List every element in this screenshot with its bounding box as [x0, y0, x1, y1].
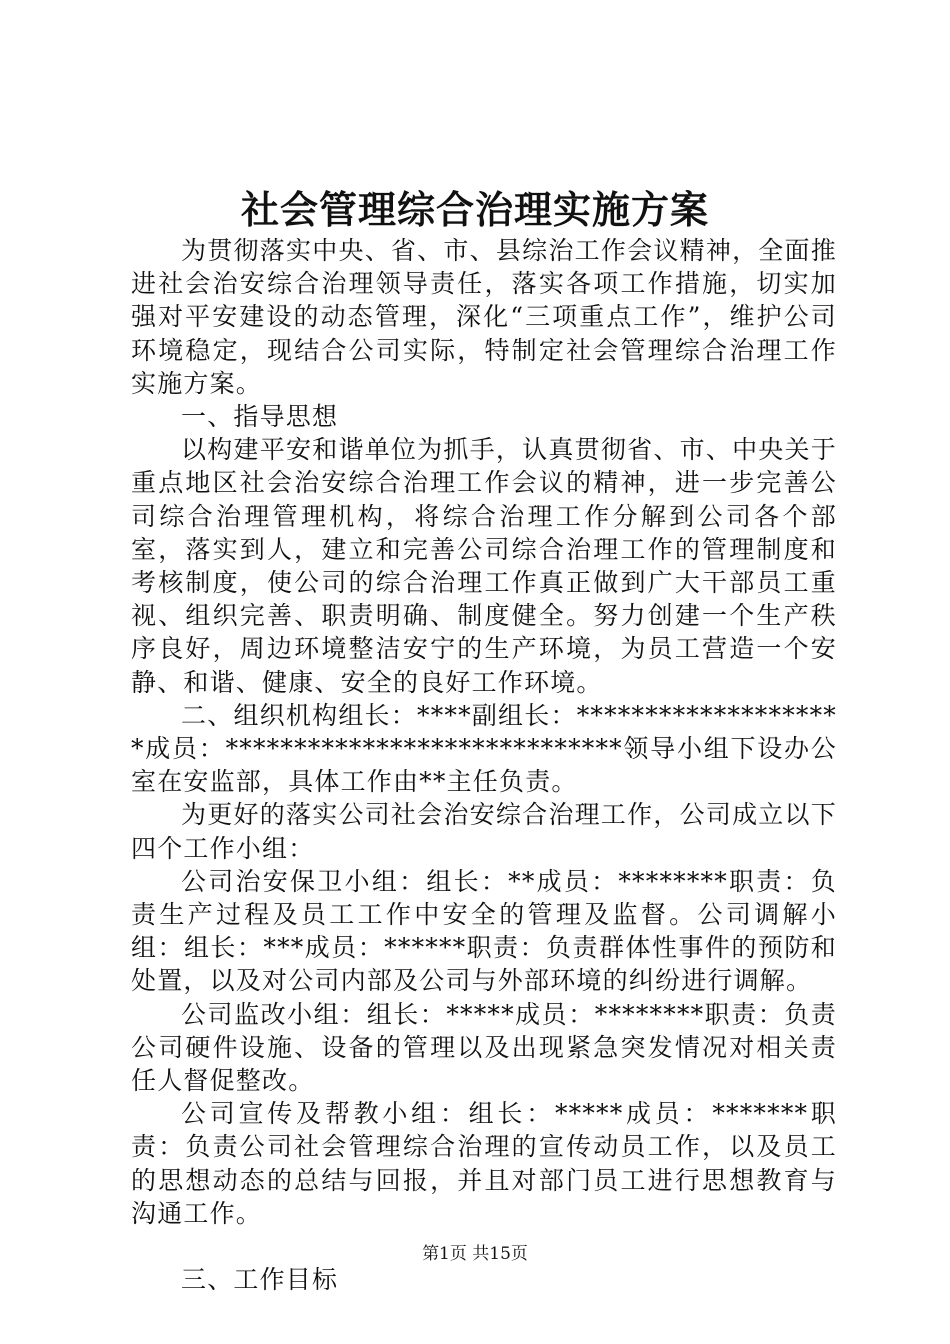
security-mediation-groups-paragraph: 公司治安保卫小组：组长：**成员：********职责：负责生产过程及员工工作中安全的管理及监督。公司调解小组：组长：***成员：******职责：负责群体性事件的预防和处置，以及对公司内部及公司与外部环境的纠纷进行调解。: [131, 866, 837, 996]
publicity-group-paragraph: 公司宣传及帮教小组：组长：*****成员：*******职责：负责公司社会管理综合治理的宣传动员工作，以及员工的思想动态的总结与回报，并且对部门员工进行思想教育与沟通工作。: [131, 1099, 837, 1228]
supervision-group-paragraph: 公司监改小组：组长：*****成员：********职责：负责公司硬件设施、设备的管理以及出现紧急突发情况对相关责任人督促整改。: [131, 999, 837, 1096]
organization-paragraph: 二、组织机构组长：****副组长：********************成员：*****************************领导小组下设办公室在安监部，具体工作由**主任负责。: [131, 700, 837, 797]
document-body: [131, 234, 837, 1296]
working-groups-intro-paragraph: 为更好的落实公司社会治安综合治理工作，公司成立以下四个工作小组：: [131, 800, 837, 863]
document-title: 社会管理综合治理实施方案: [240, 187, 709, 232]
page-indicator: 第1页 共15页: [422, 1244, 528, 1264]
section-heading-work-goals: 三、工作目标: [181, 1265, 339, 1295]
intro-paragraph: 为贯彻落实中央、省、市、县综治工作会议精神，全面推进社会治安综合治理领导责任，落实各项工作措施，切实加强对平安建设的动态管理，深化“三项重点工作”，维护公司环境稳定，现结合公司实际，特制定社会管理综合治理工作实施方案。: [131, 236, 837, 398]
guiding-ideology-paragraph: 以构建平安和谐单位为抓手，认真贯彻省、市、中央关于重点地区社会治安综合治理工作会议的精神，进一步完善公司综合治理管理机构，将综合治理工作分解到公司各个部室，落实到人，建立和完善公司综合治理工作的管理制度和考核制度，使公司的综合治理工作真正做到广大干部员工重视、组织完善、职责明确、制度健全。努力创建一个生产秩序良好，周边环境整洁安宁的生产环境，为员工营造一个安静、和谐、健康、安全的良好工作环境。: [131, 435, 837, 697]
section-heading-guiding-ideology: 一、指导思想: [181, 402, 339, 432]
